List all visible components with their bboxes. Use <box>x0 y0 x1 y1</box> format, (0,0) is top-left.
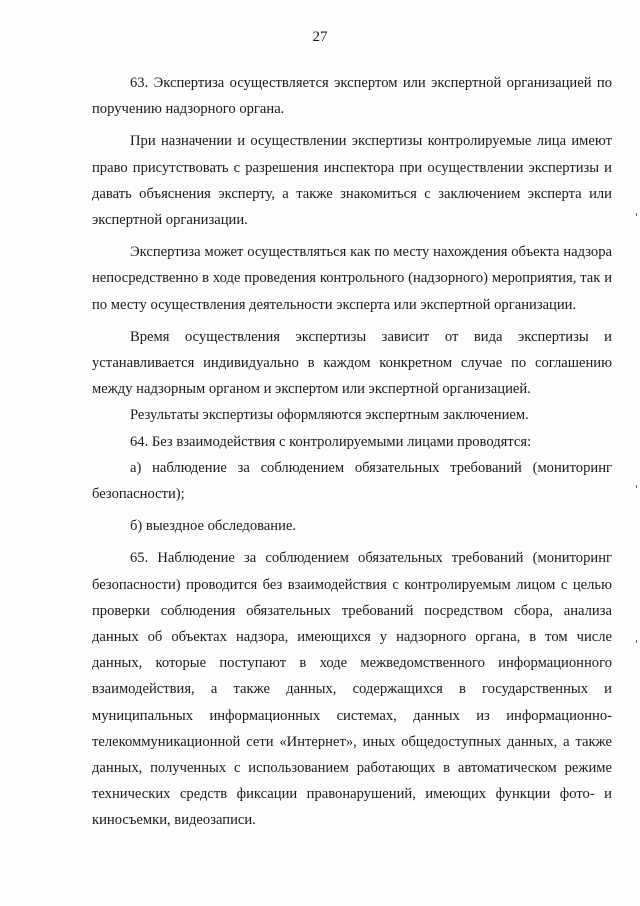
margin-mark <box>636 485 638 488</box>
paragraph-expertise-rights: При назначении и осуществлении экспертизы контролируемые лица имеют право присутствовать с разрешения инспектора при осуществлении экспертизы и давать объяснения эксперту, а также знакомиться с заключением эксперта или экспертной организации. <box>92 133 612 229</box>
paragraph-63: 63. Экспертиза осуществляется экспертом или экспертной организацией по поручению надзорного органа. <box>92 75 612 118</box>
paragraph-65: 65. Наблюдение за соблюдением обязательных требований (мониторинг безопасности) проводится без взаимодействия с контролируемым лицом с целью проверки соблюдения обязательных требований посредством сбора, анализа данных об объектах надзора, имеющихся у надзорного органа, в том числе данных, которые поступают в ходе межведомственного информационного взаимодействия, а также данных, содержащихся в государственных и муниципальных информационных системах, данных из информационно-телекоммуникационной сети «Интернет», иных общедоступных данных, а также данных, полученных с использованием работающих в автоматическом режиме технических средств фиксации правонарушений, имеющих функции фото- и киносъемки, видеозаписи. <box>92 550 612 829</box>
paragraph-expertise-location: Экспертиза может осуществляться как по месту нахождения объекта надзора непосредственно в ходе проведения контрольного (надзорного) мероприятия, так и по месту осуществления деятельности эксперта или экспертной организации. <box>92 244 612 313</box>
list-item-a: а) наблюдение за соблюдением обязательных требований (мониторинг безопасности); <box>92 459 612 503</box>
margin-mark <box>636 640 638 643</box>
paragraph-expertise-results: Результаты экспертизы оформляются экспертным заключением. <box>130 407 529 424</box>
paragraph-64: 64. Без взаимодействия с контролируемыми лицами проводятся: <box>130 433 532 450</box>
margin-mark <box>636 213 638 216</box>
paragraph-expertise-time: Время осуществления экспертизы зависит от вида экспертизы и устанавливается индивидуально в каждом конкретном случае по соглашению между надзорным органом и экспертом или экспертной организацией. <box>92 328 612 398</box>
list-item-b: б) выездное обследование. <box>130 518 297 535</box>
page-number: 27 <box>312 29 328 45</box>
document-body <box>92 70 612 834</box>
